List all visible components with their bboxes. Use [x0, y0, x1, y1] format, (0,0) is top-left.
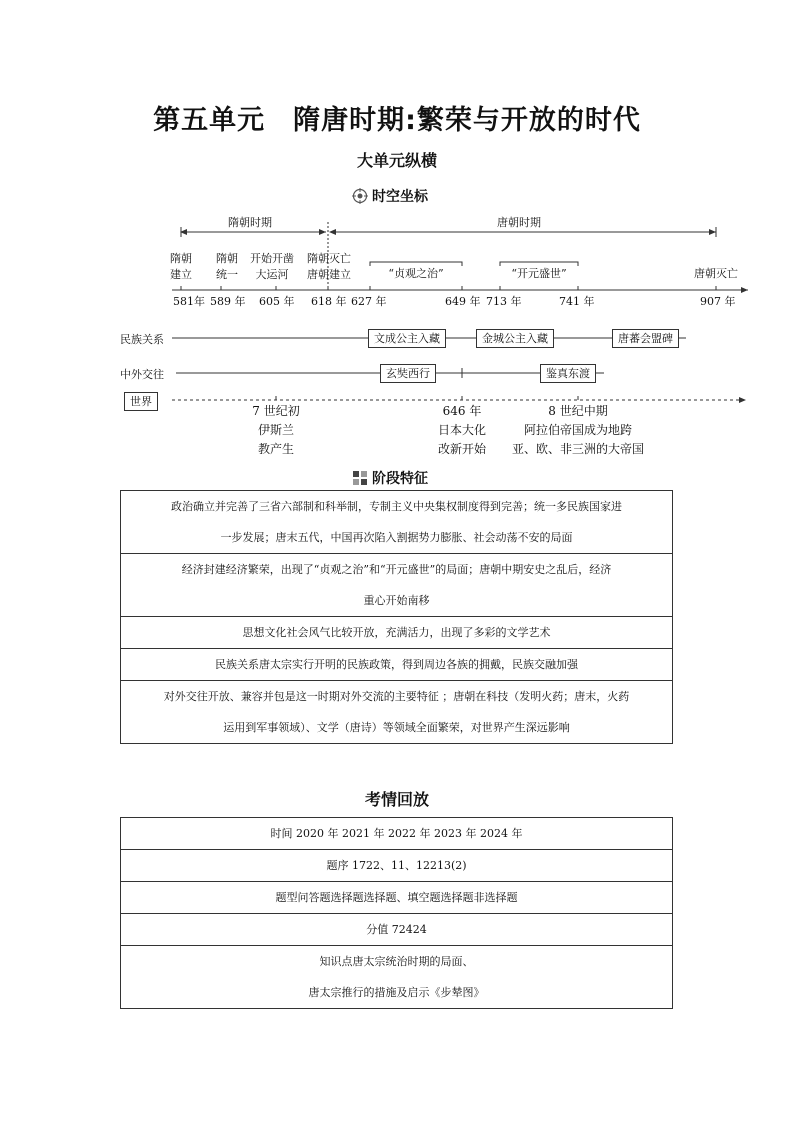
table-row [121, 818, 673, 850]
feature-culture: 思想文化社会风气比较开放，充满活力，出现了多彩的文学艺术 [121, 617, 673, 649]
event-box-wencheng: 文成公主入藏 [368, 329, 446, 348]
event-box-jincheng: 金城公主入藏 [476, 329, 554, 348]
era-zhenguan-label: “贞观之治” [388, 267, 444, 280]
year-label-713: 713 年 [486, 295, 522, 308]
world-event-taika: 646 年 日本大化 改新开始 [438, 404, 487, 456]
table-row [121, 914, 673, 946]
table-row [121, 850, 673, 882]
section-features-title: 阶段特征 [372, 471, 428, 487]
section-features-heading [352, 468, 428, 488]
timeline-graphic [0, 0, 794, 470]
world-event-arab-empire: 8 世纪中期 阿拉伯帝国成为地跨 亚、欧、非三洲的大帝国 [512, 404, 645, 456]
table-row [121, 681, 673, 744]
row-label-ethnic: 民族关系 [120, 333, 164, 346]
year-label-618: 618 年 [311, 295, 347, 308]
table-row [121, 554, 673, 617]
review-knowledge: 知识点唐太宗统治时期的局面、 唐太宗推行的措施及启示《步辇图》 [121, 946, 673, 1009]
event-label-grand-canal: 开始开凿 大运河 [250, 252, 294, 281]
year-label-627: 627 年 [351, 295, 387, 308]
era-kaiyuan-label: “开元盛世” [511, 267, 567, 280]
year-label-589: 589 年 [210, 295, 246, 308]
event-label-sui-unified: 隋朝 统一 [216, 252, 238, 281]
period-tang-label: 唐朝时期 [497, 216, 541, 229]
table-row [121, 882, 673, 914]
year-label-741: 741 年 [559, 295, 595, 308]
year-label-605: 605 年 [259, 295, 295, 308]
review-time: 时间 2020 年 2021 年 2022 年 2023 年 2024 年 [121, 818, 673, 850]
feature-foreign: 对外交往开放、兼容并包是这一时期对外交流的主要特征 ；唐朝在科技（发明火药；唐末，火药 运用到军事领域）、文学（唐诗）等领域全面繁荣，对世界产生深远影响 [121, 681, 673, 744]
row-label-world: 世界 [124, 392, 158, 411]
review-score: 分值 72424 [121, 914, 673, 946]
event-label-tang-founded: 隋朝灭亡 唐朝建立 [307, 252, 351, 281]
year-label-649: 649 年 [445, 295, 481, 308]
feature-ethnic: 民族关系唐太宗实行开明的民族政策，得到周边各族的拥戴，民族交融加强 [121, 649, 673, 681]
features-table [120, 490, 673, 744]
table-row [121, 617, 673, 649]
event-label-sui-founded: 隋朝 建立 [170, 252, 192, 281]
section-timeline-title: 时空坐标 [372, 189, 428, 205]
period-sui-label: 隋朝时期 [228, 216, 272, 229]
feature-economy: 经济封建经济繁荣，出现了“贞观之治”和“开元盛世”的局面；唐朝中期安史之乱后，经济 重心开始南移 [121, 554, 673, 617]
event-box-xuanzang: 玄奘西行 [380, 364, 436, 383]
row-label-foreign: 中外交往 [120, 368, 164, 381]
review-order: 题序 1722、11、12213(2) [121, 850, 673, 882]
review-table [120, 817, 673, 1009]
blocks-icon [352, 470, 368, 486]
event-box-jianzhen: 鉴真东渡 [540, 364, 596, 383]
year-label-581: 581年 [173, 295, 205, 308]
year-label-907: 907 年 [700, 295, 736, 308]
feature-politics: 政治确立并完善了三省六部制和科举制，专制主义中央集权制度得到完善；统一多民族国家进 一步发展；唐末五代，中国再次陷入割据势力膨胀、社会动荡不安的局面 [121, 491, 673, 554]
table-row [121, 946, 673, 1009]
event-label-tang-fall: 唐朝灭亡 [694, 267, 738, 280]
table-row [121, 491, 673, 554]
event-box-tangbo-stele: 唐蕃会盟碑 [612, 329, 679, 348]
page-subtitle: 大单元纵横 [356, 151, 437, 170]
table-row [121, 649, 673, 681]
page-title: 第五单元 隋唐时期:繁荣与开放的时代 [153, 105, 641, 136]
section-review-title: 考情回放 [364, 790, 429, 809]
review-type: 题型问答题选择题选择题、填空题选择题非选择题 [121, 882, 673, 914]
world-event-islam: 7 世纪初 伊斯兰 教产生 [252, 404, 300, 456]
